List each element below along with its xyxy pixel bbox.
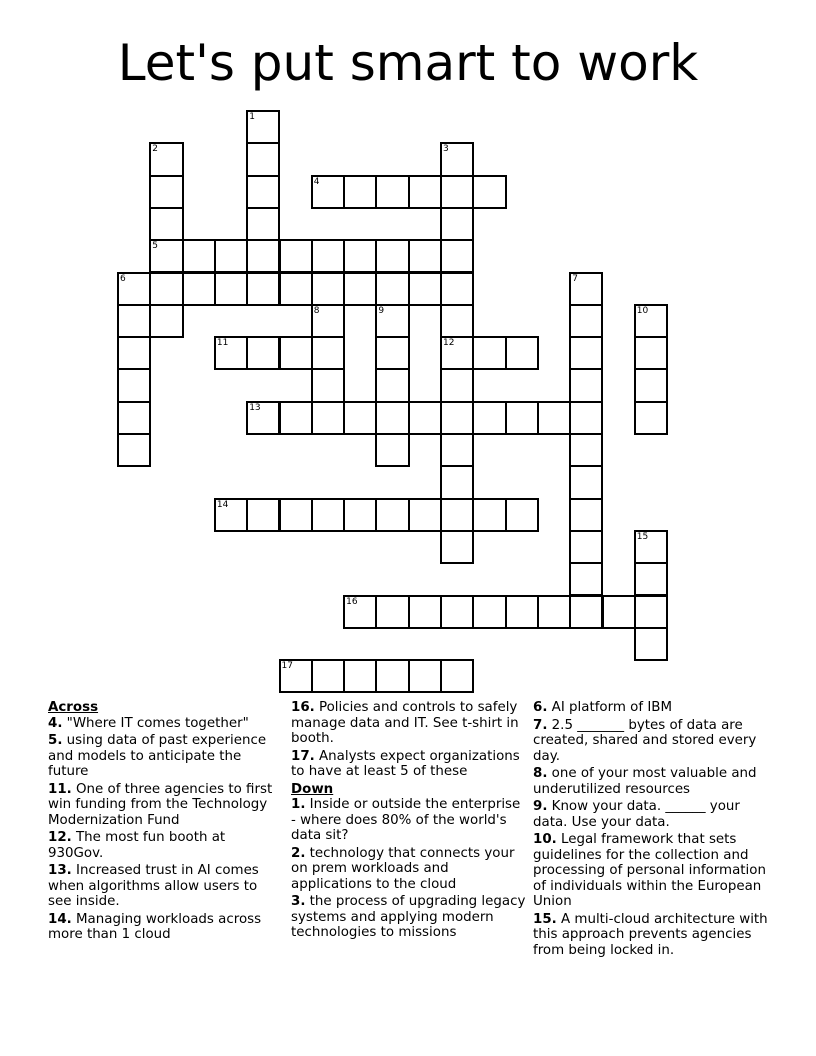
crossword-cell[interactable] (569, 498, 603, 532)
crossword-cell[interactable] (408, 659, 442, 693)
crossword-cell[interactable] (117, 336, 151, 370)
crossword-cell[interactable] (440, 207, 474, 241)
crossword-cell[interactable] (279, 401, 313, 435)
crossword-cell[interactable] (537, 401, 571, 435)
crossword-cell[interactable] (311, 498, 345, 532)
crossword-cell[interactable] (214, 272, 248, 306)
crossword-cell[interactable] (440, 433, 474, 467)
crossword-cell[interactable] (149, 207, 183, 241)
crossword-cell[interactable] (569, 401, 603, 435)
crossword-cell[interactable] (472, 336, 506, 370)
crossword-cell[interactable] (505, 595, 539, 629)
clue-text: A multi-cloud architecture with this approach prevents agencies from being locked in. (533, 911, 768, 958)
clue-item (533, 799, 768, 830)
clue-number-14: 14 (216, 499, 229, 510)
clue-item (48, 716, 283, 732)
crossword-cell[interactable] (440, 659, 474, 693)
clue-label: 3. (291, 894, 306, 909)
clue-label: 1. (291, 797, 306, 812)
crossword-cell[interactable] (343, 659, 377, 693)
clue-item (533, 912, 768, 959)
clue-label: 8. (533, 766, 548, 781)
clue-text: Legal framework that sets guidelines for the collection and processing of personal information of individuals within the European Union (533, 832, 766, 909)
crossword-cell[interactable] (343, 498, 377, 532)
crossword-cell[interactable] (279, 272, 313, 306)
crossword-cell[interactable] (440, 498, 474, 532)
crossword-cell[interactable] (472, 498, 506, 532)
crossword-cell[interactable] (569, 530, 603, 564)
clue-number-13: 13 (249, 402, 261, 413)
crossword-cell[interactable] (279, 498, 313, 532)
crossword-cell[interactable] (569, 465, 603, 499)
crossword-cell[interactable] (408, 401, 442, 435)
clue-item (291, 846, 526, 893)
crossword-cell[interactable] (375, 595, 409, 629)
crossword-cell[interactable] (440, 272, 474, 306)
crossword-cell[interactable] (375, 272, 409, 306)
clue-text: Managing workloads across more than 1 cloud (48, 911, 262, 942)
clues-column-2 (291, 700, 526, 943)
crossword-cell[interactable] (149, 304, 183, 338)
clue-label: 12. (48, 830, 72, 845)
clue-label: 9. (533, 799, 548, 814)
crossword-cell[interactable] (246, 498, 280, 532)
crossword-cell[interactable] (214, 239, 248, 273)
clue-label: 4. (48, 715, 63, 731)
crossword-cell[interactable] (246, 239, 280, 273)
clues-column-1 (48, 700, 283, 945)
crossword-cell[interactable] (311, 239, 345, 273)
clue-item (48, 733, 283, 780)
crossword-cell[interactable] (117, 401, 151, 435)
clue-item (48, 782, 283, 829)
crossword-cell[interactable] (472, 595, 506, 629)
crossword-cell[interactable] (343, 272, 377, 306)
clue-item (48, 830, 283, 861)
clue-item (533, 832, 768, 910)
crossword-cell[interactable] (440, 239, 474, 273)
clue-number-17: 17 (281, 661, 293, 672)
crossword-cell[interactable] (182, 239, 216, 273)
crossword-cell[interactable] (634, 595, 668, 629)
clue-text: The most fun booth at 930Gov. (48, 830, 226, 861)
crossword-cell[interactable] (569, 562, 603, 596)
down-header: Down (291, 781, 334, 797)
crossword-cell[interactable] (569, 336, 603, 370)
clue-number-11: 11 (216, 338, 229, 349)
crossword-cell[interactable] (246, 175, 280, 209)
crossword-cell[interactable] (375, 239, 409, 273)
crossword-cell[interactable] (311, 336, 345, 370)
puzzle-title: Let's put smart to work (117, 34, 699, 92)
clue-number-10: 10 (636, 305, 649, 316)
crossword-cell[interactable] (182, 272, 216, 306)
crossword-cell[interactable] (472, 401, 506, 435)
crossword-cell[interactable] (246, 336, 280, 370)
crossword-cell[interactable] (149, 272, 183, 306)
crossword-cell[interactable] (569, 433, 603, 467)
crossword-cell[interactable] (440, 401, 474, 435)
crossword-cell[interactable] (440, 175, 474, 209)
clue-label: 6. (533, 700, 548, 715)
clue-label: 7. (533, 717, 548, 733)
clue-number-1: 1 (249, 112, 255, 122)
crossword-cell[interactable] (279, 239, 313, 273)
crossword-cell[interactable] (440, 465, 474, 499)
crossword-cell[interactable] (440, 530, 474, 564)
crossword-cell[interactable] (311, 401, 345, 435)
clue-item (48, 912, 283, 943)
crossword-cell[interactable] (279, 336, 313, 370)
crossword-cell[interactable] (634, 562, 668, 596)
clue-text: technology that connects your on prem workloads and applications to the cloud (291, 845, 515, 892)
clue-text: "Where IT comes together" (62, 715, 249, 731)
clue-label: 5. (48, 733, 63, 748)
crossword-cell[interactable] (311, 659, 345, 693)
crossword-cell[interactable] (569, 304, 603, 338)
clue-number-7: 7 (572, 273, 578, 284)
crossword-cell[interactable] (537, 595, 571, 629)
clue-number-6: 6 (120, 273, 126, 284)
crossword-cell[interactable] (117, 368, 151, 402)
clue-label: 15. (533, 911, 557, 927)
across-header: Across (48, 700, 99, 715)
crossword-cell[interactable] (634, 336, 668, 370)
clue-text: Policies and controls to safely manage data and IT. See t-shirt in booth. (291, 700, 519, 746)
crossword-cell[interactable] (375, 659, 409, 693)
crossword-cell[interactable] (246, 142, 280, 176)
crossword-cell[interactable] (149, 175, 183, 209)
crossword-cell[interactable] (375, 368, 409, 402)
crossword-cell[interactable] (440, 368, 474, 402)
clue-item (48, 863, 283, 910)
crossword-cell[interactable] (602, 595, 636, 629)
crossword-cell[interactable] (634, 627, 668, 661)
clue-number-4: 4 (313, 176, 320, 187)
crossword-cell[interactable] (375, 336, 409, 370)
clue-number-2: 2 (152, 144, 159, 155)
clue-text: One of three agencies to first win funding from the Technology Modernization Fund (48, 781, 273, 828)
clue-number-12: 12 (443, 338, 455, 349)
crossword-cell[interactable] (408, 239, 442, 273)
crossword-cell[interactable] (505, 498, 539, 532)
clue-item (533, 700, 768, 716)
clue-item (533, 766, 768, 797)
clue-text: the process of upgrading legacy systems and applying modern technologies to missions (291, 894, 526, 940)
crossword-cell[interactable] (569, 595, 603, 629)
clue-number-3: 3 (443, 144, 449, 155)
crossword-cell[interactable] (311, 368, 345, 402)
clue-label: 16. (291, 700, 315, 715)
crossword-cell[interactable] (343, 401, 377, 435)
clue-text: Analysts expect organizations to have at least 5 of these (291, 748, 520, 779)
crossword-cell[interactable] (408, 272, 442, 306)
clue-text: one of your most valuable and underutilized resources (533, 766, 757, 797)
clue-label: 10. (533, 832, 557, 847)
crossword-cell[interactable] (375, 433, 409, 467)
crossword-cell[interactable] (505, 336, 539, 370)
crossword-cell[interactable] (440, 595, 474, 629)
crossword-cell[interactable] (117, 304, 151, 338)
crossword-cell[interactable] (343, 239, 377, 273)
clue-number-9: 9 (378, 305, 385, 316)
clue-item (291, 749, 526, 780)
clues-column-3 (533, 700, 768, 960)
clue-label: 11. (48, 781, 72, 797)
crossword-cell[interactable] (117, 433, 151, 467)
crossword-cell[interactable] (375, 498, 409, 532)
crossword-cell[interactable] (505, 401, 539, 435)
clue-text: Increased trust in AI comes when algorithms allow users to see inside. (48, 863, 259, 909)
crossword-cell[interactable] (408, 498, 442, 532)
crossword-cell[interactable] (634, 368, 668, 402)
crossword-cell[interactable] (311, 272, 345, 306)
crossword-cell[interactable] (634, 401, 668, 435)
clue-text: using data of past experience and models to anticipate the future (48, 733, 267, 779)
crossword-cell[interactable] (246, 272, 280, 306)
clue-label: 2. (291, 845, 306, 861)
clue-item (533, 718, 768, 765)
clue-item (291, 797, 526, 844)
clue-label: 13. (48, 863, 72, 878)
crossword-cell[interactable] (408, 595, 442, 629)
crossword-cell[interactable] (472, 175, 506, 209)
clue-text: Inside or outside the enterprise - where does 80% of the world's data sit? (291, 797, 521, 843)
clue-label: 14. (48, 911, 72, 927)
crossword-cell[interactable] (343, 175, 377, 209)
crossword-cell[interactable] (375, 175, 409, 209)
crossword-cell[interactable] (408, 175, 442, 209)
clue-text: Know your data. ______ your data. Use your data. (533, 799, 740, 830)
crossword-cell[interactable] (375, 401, 409, 435)
clue-number-16: 16 (346, 596, 358, 607)
crossword-cell[interactable] (569, 368, 603, 402)
clue-number-8: 8 (313, 305, 320, 316)
crossword-cell[interactable] (246, 207, 280, 241)
clue-number-15: 15 (636, 531, 649, 542)
crossword-cell[interactable] (440, 304, 474, 338)
clue-item (291, 894, 526, 941)
clue-item (291, 700, 526, 747)
clue-text: AI platform of IBM (547, 700, 673, 715)
clue-text: 2.5 _______ bytes of data are created, shared and stored every day. (533, 717, 757, 764)
clue-label: 17. (291, 748, 315, 764)
clue-number-5: 5 (152, 241, 159, 252)
